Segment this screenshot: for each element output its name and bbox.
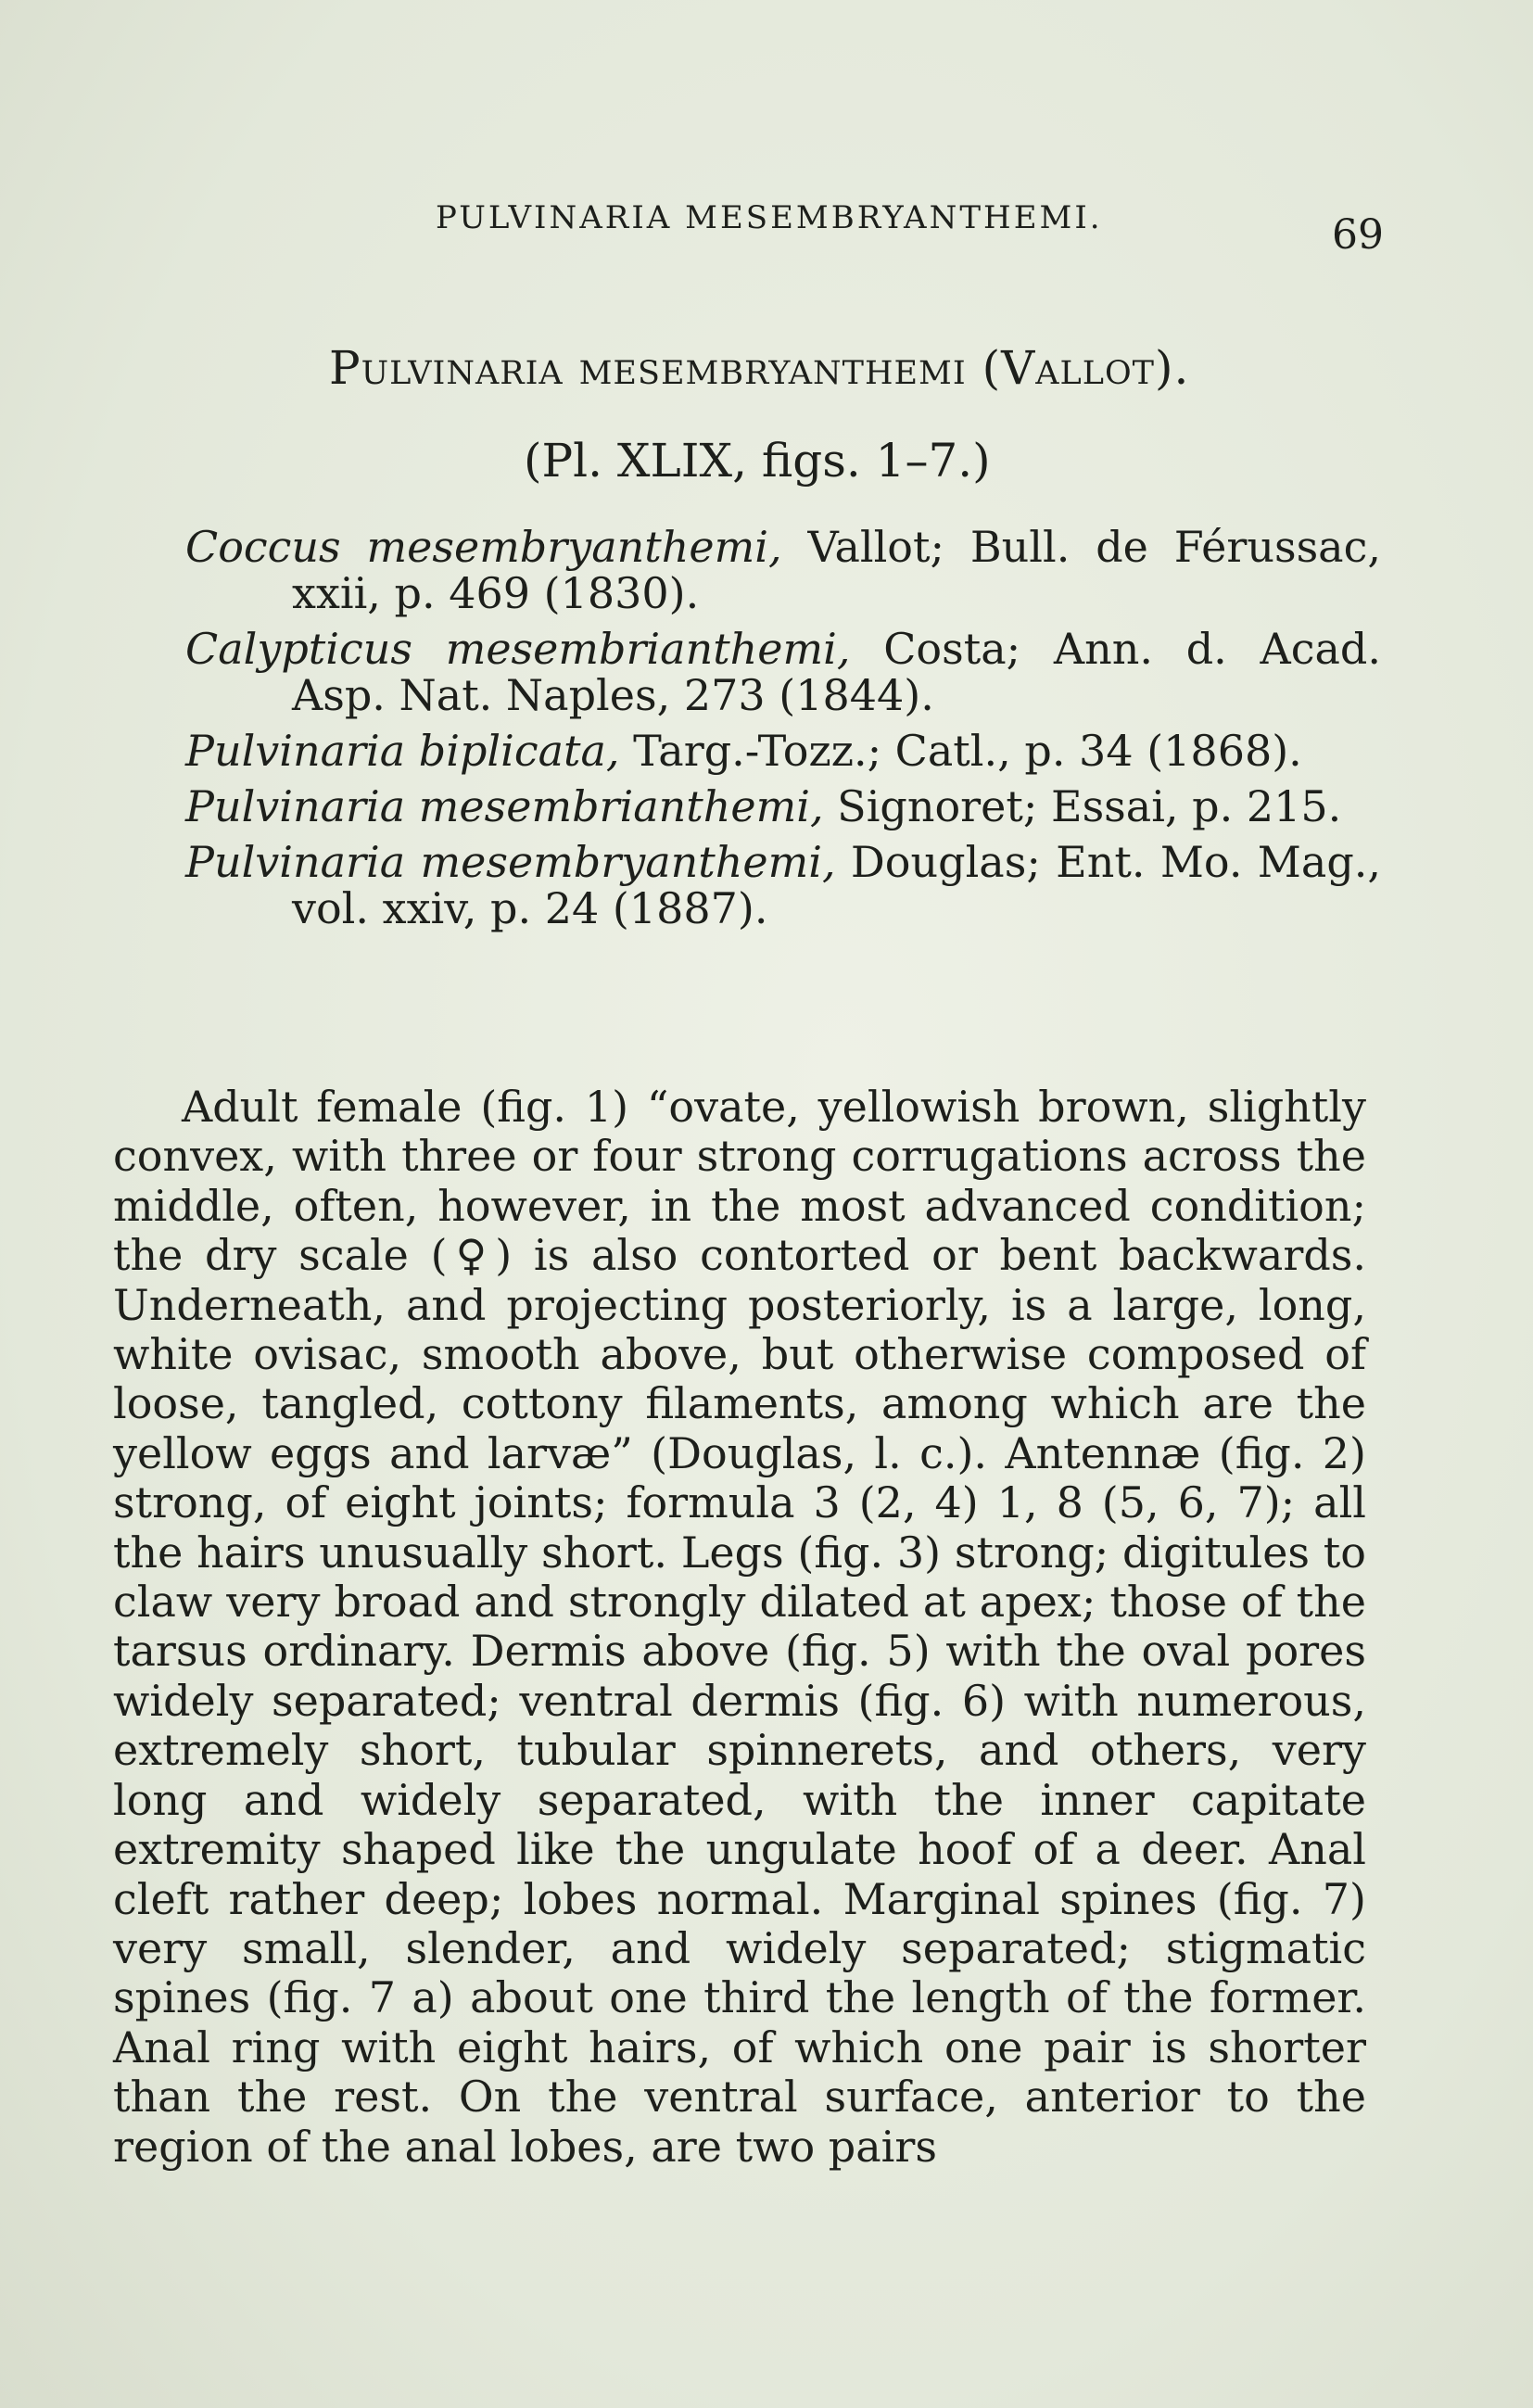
synonym-citation: Vallot; Bull. de Férussac, xxii, p. 469 (1830). xyxy=(292,522,1381,618)
synonym-entry xyxy=(185,783,1381,830)
synonym-citation: Signoret; Essai, p. 215. xyxy=(823,781,1342,831)
synonym-entry xyxy=(185,839,1381,932)
synonym-entry xyxy=(185,728,1381,774)
synonymy-list xyxy=(185,524,1381,941)
plate-reference: (Pl. XLIX, figs. 1–7.) xyxy=(524,434,991,488)
synonym-taxon: Pulvinaria biplicata, xyxy=(185,726,620,776)
synonym-taxon: Pulvinaria mesembryanthemi, xyxy=(185,837,836,887)
synonym-citation: Costa; Ann. d. Acad. Asp. Nat. Naples, 273 (1844). xyxy=(292,624,1382,720)
description-paragraph: Adult female (fig. 1) “ovate, yellowish brown, slightly convex, with three or four strong corrugations across the middle, often, however, in the most advanced condition; the dry scale (♀) is also contorted or bent backwards. Underneath, and projecting posteriorly, is a large, long, white ovisac, smooth above, but otherwise composed of loose, tangled, cottony filaments, among which are the yellow eggs and larvæ” (Douglas, l. c.). Antennæ (fig. 2) strong, of eight joints; formula 3 (2, 4) 1, 8 (5, 6, 7); all the hairs unusually short. Legs (fig. 3) strong; digitules to claw very broad and strongly dilated at apex; those of the tarsus ordinary. Dermis above (fig. 5) with the oval pores widely separated; ventral dermis (fig. 6) with numerous, extremely short, tubular spinnerets, and others, very long and widely separated, with the inner capitate extremity shaped like the ungulate hoof of a deer. Anal cleft rather deep; lobes normal. Marginal spines (fig. 7) very small, slender, and widely separated; stigmatic spines (fig. 7 a) about one third the length of the former. Anal ring with eight hairs, of which one pair is shorter than the rest. On the ventral surface, anterior to the region of the anal lobes, are two pairs xyxy=(113,1082,1366,2172)
synonym-taxon: Calypticus mesembrianthemi, xyxy=(185,624,851,674)
synonym-citation: Douglas; Ent. Mo. Mag., vol. xxiv, p. 24 (1887). xyxy=(292,837,1382,933)
synonym-entry xyxy=(185,626,1381,718)
synonym-taxon: Coccus mesembryanthemi, xyxy=(185,522,782,572)
synonym-entry xyxy=(185,524,1381,616)
running-head: PULVINARIA MESEMBRYANTHEMI. xyxy=(436,199,1103,236)
synonym-citation: Targ.-Tozz.; Catl., p. 34 (1868). xyxy=(619,726,1302,776)
page-number: 69 xyxy=(1332,211,1384,259)
synonym-taxon: Pulvinaria mesembrianthemi, xyxy=(185,781,824,831)
species-title: Pulvinaria mesembryanthemi (Vallot). xyxy=(329,341,1190,395)
